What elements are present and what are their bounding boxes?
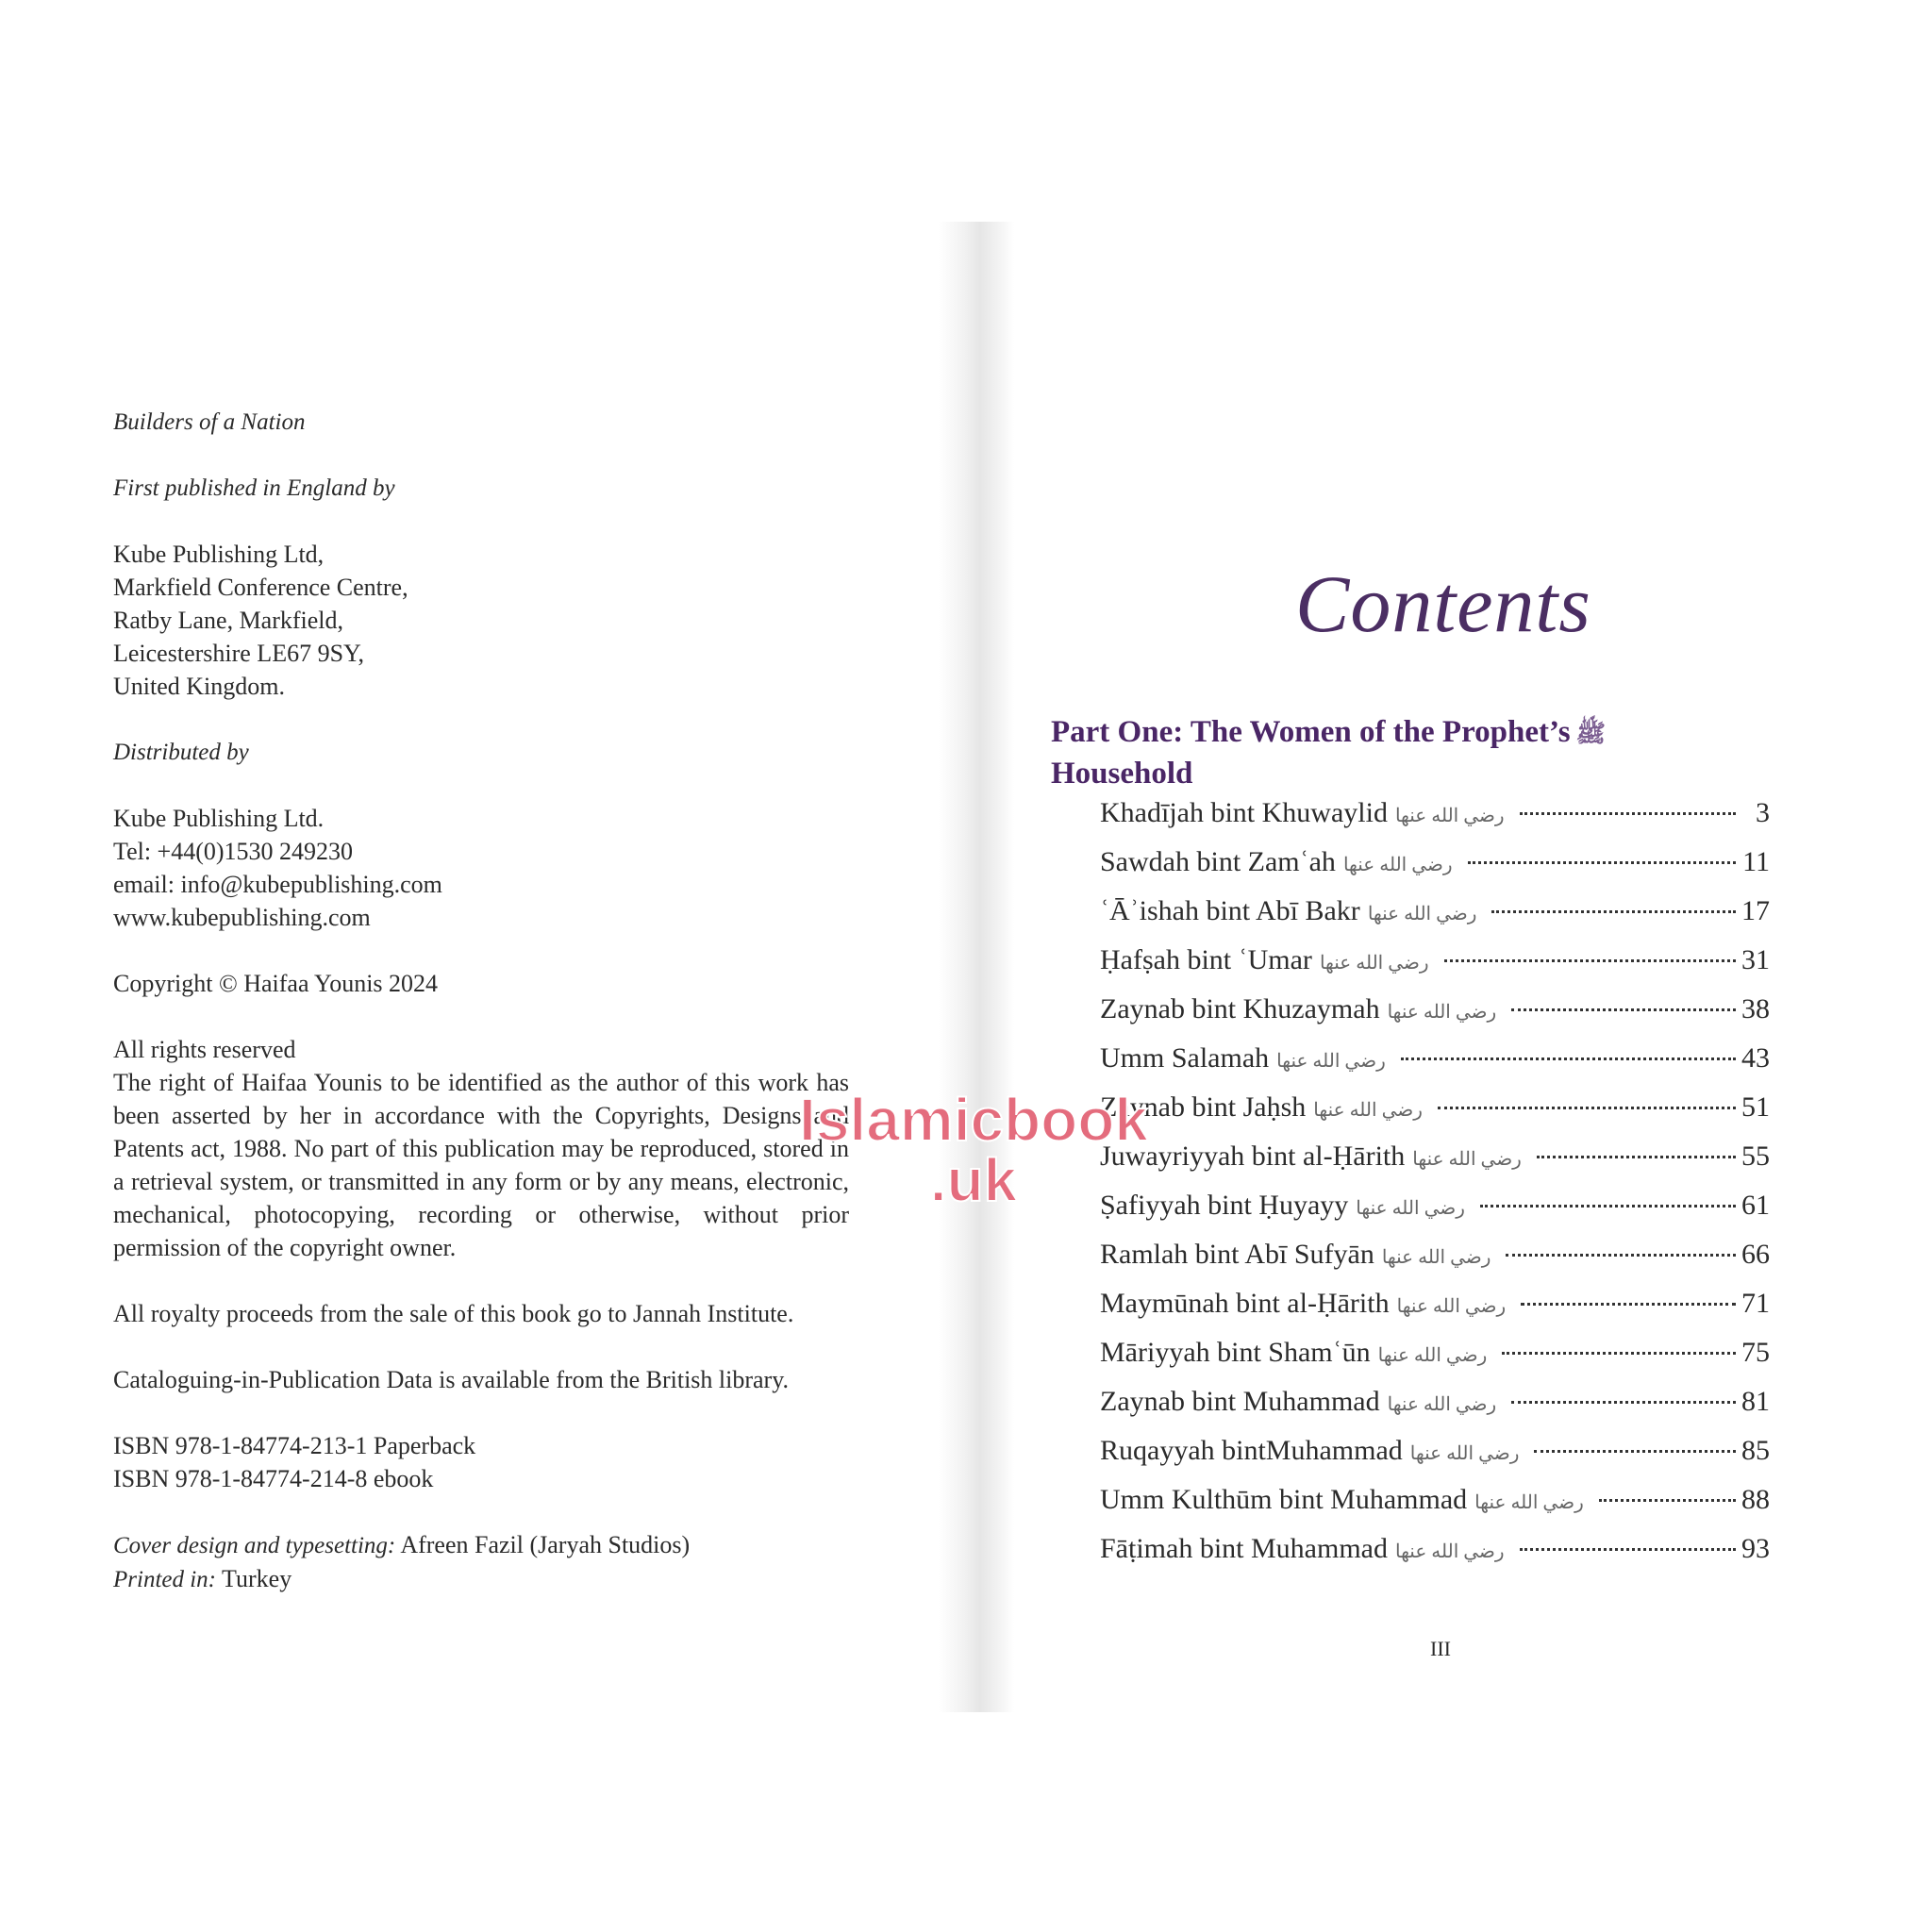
toc-entry-name: Khadījah bint Khuwaylid [1100, 797, 1388, 828]
dot-leader [1534, 1450, 1736, 1453]
toc-entry-page: 3 [1756, 797, 1770, 828]
honorific-icon: رضي الله عنها [1356, 1198, 1465, 1219]
page-number: III [1430, 1637, 1451, 1660]
toc-entry-name: Zaynab bint Khuzaymah [1100, 993, 1380, 1024]
dot-leader [1537, 1156, 1736, 1158]
watermark-line2: .uk [929, 1146, 1018, 1214]
honorific-icon: رضي الله عنها [1381, 1247, 1491, 1268]
toc-entry-name: Ḥafṣah bint ʿUmar [1100, 944, 1312, 975]
address-line: Markfield Conference Centre, [113, 574, 408, 601]
toc-entry-page: 31 [1741, 944, 1770, 975]
toc-entry [1100, 1190, 1770, 1239]
toc-entry-page: 66 [1741, 1239, 1770, 1270]
toc-entry [1100, 1288, 1770, 1337]
honorific-icon: رضي الله عنها [1409, 1443, 1520, 1464]
first-published-label: First published in England by [113, 475, 395, 501]
isbn-paperback: ISBN 978-1-84774-213-1 Paperback [113, 1432, 476, 1459]
toc-entry-page: 55 [1741, 1141, 1770, 1172]
toc-entry-page: 85 [1741, 1435, 1770, 1466]
toc-entry-name: Sawdah bint Zamʿah [1100, 846, 1336, 877]
toc-entry-name: Zaynab bint Jaḥsh [1100, 1091, 1307, 1123]
toc-entry-name: Fāṭimah bint Muhammad [1100, 1533, 1388, 1564]
honorific-icon: رضي الله عنها [1377, 1345, 1488, 1366]
contents-heading: Contents [1295, 558, 1591, 649]
toc-entry-name: Umm Salamah [1100, 1042, 1270, 1074]
toc-entry-page: 71 [1741, 1288, 1770, 1319]
dot-leader [1491, 910, 1736, 913]
toc-entry-name: Ṣafiyyah bint Ḥuyayy [1100, 1190, 1349, 1221]
toc-entry-page: 11 [1742, 846, 1770, 877]
cover-design-label: Cover design and typesetting: [113, 1533, 396, 1558]
toc-entry-page: 88 [1741, 1484, 1770, 1515]
book-spread [0, 222, 1932, 1712]
dot-leader [1511, 1401, 1736, 1404]
honorific-icon: رضي الله عنها [1319, 953, 1429, 974]
honorific-icon: رضي الله عنها [1396, 1296, 1507, 1317]
credits-block [113, 1528, 849, 1596]
toc-list [1100, 797, 1770, 1582]
toc-entry [1100, 1239, 1770, 1288]
dot-leader [1511, 1008, 1736, 1011]
toc-entry-name: Māriyyah bint Shamʿūn [1100, 1337, 1371, 1368]
honorific-icon: رضي الله عنها [1367, 904, 1477, 924]
toc-entry [1100, 993, 1770, 1042]
toc-entry-name: Maymūnah bint al-Ḥārith [1100, 1288, 1390, 1319]
book-gutter [939, 222, 1014, 1712]
honorific-icon: رضي الله عنها [1387, 1002, 1497, 1023]
honorific-icon: رضي الله عنها [1313, 1100, 1423, 1121]
distributor-website: www.kubepublishing.com [113, 904, 371, 931]
honorific-icon: رضي الله عنها [1394, 1541, 1505, 1562]
honorific-icon: رضي الله عنها [1474, 1492, 1584, 1513]
toc-entry-page: 51 [1741, 1091, 1770, 1123]
toc-entry-page: 17 [1741, 895, 1770, 926]
toc-entry-page: 81 [1741, 1386, 1770, 1417]
toc-entry-name: Ruqayyah bintMuhammad [1100, 1435, 1403, 1466]
address-line: Leicestershire LE67 9SY, [113, 640, 364, 667]
toc-entry-name: Umm Kulthūm bint Muhammad [1100, 1484, 1468, 1515]
toc-entry [1100, 1337, 1770, 1386]
cover-design-value: Afreen Fazil (Jaryah Studios) [400, 1531, 691, 1558]
dot-leader [1468, 861, 1736, 864]
part-one-title [1051, 712, 1787, 793]
book-title-line: Builders of a Nation [113, 409, 306, 435]
part-title-line2: Household [1051, 757, 1193, 791]
toc-entry [1100, 1141, 1770, 1190]
toc-entry-page: 93 [1741, 1533, 1770, 1564]
address-line: United Kingdom. [113, 673, 285, 700]
distributor-details [113, 802, 849, 934]
dot-leader [1480, 1205, 1736, 1208]
part-title-line1: Part One: The Women of the Prophet’s [1051, 715, 1571, 749]
toc-entry-name: Juwayriyyah bint al-Ḥārith [1100, 1141, 1406, 1172]
rights-block [113, 1033, 849, 1264]
honorific-icon: رضي الله عنها [1276, 1051, 1386, 1072]
printed-in-value: Turkey [222, 1565, 292, 1592]
dot-leader [1506, 1254, 1736, 1257]
toc-entry-page: 38 [1741, 993, 1770, 1024]
toc-entry-name: Zaynab bint Muhammad [1100, 1386, 1380, 1417]
toc-entry [1100, 1533, 1770, 1582]
rights-heading: All rights reserved [113, 1036, 296, 1063]
dot-leader [1520, 1548, 1736, 1551]
address-line: Kube Publishing Ltd, [113, 541, 325, 568]
dot-leader [1444, 959, 1736, 962]
rights-text: The right of Haifaa Younis to be identified as the author of this work has been asserted by her in accordance with the Copyrights, Designs and Patents act, 1988. No part of this publication may be reproduced, stored in a retrieval system, or transmitted in any form or by any means, electronic, mechanical, photocopying, recording or otherwise, without prior permission of the copyright owner. [113, 1069, 849, 1261]
distributor-email: email: info@kubepublishing.com [113, 871, 442, 898]
dot-leader [1521, 1303, 1736, 1306]
printed-in-label: Printed in: [113, 1567, 217, 1592]
toc-entry [1100, 797, 1770, 846]
toc-entry [1100, 895, 1770, 944]
toc-entry-page: 75 [1741, 1337, 1770, 1368]
honorific-icon: ﷺ [1575, 720, 1606, 747]
copyright-notice: Copyright © Haifaa Younis 2024 [113, 970, 439, 997]
honorific-icon: رضي الله عنها [1412, 1149, 1522, 1170]
toc-entry [1100, 1091, 1770, 1141]
honorific-icon: رضي الله عنها [1394, 806, 1505, 826]
dot-leader [1502, 1352, 1736, 1355]
isbn-ebook: ISBN 978-1-84774-214-8 ebook [113, 1465, 434, 1492]
distributor-name: Kube Publishing Ltd. [113, 805, 325, 832]
toc-entry-name: ʿĀʾishah bint Abī Bakr [1100, 895, 1360, 926]
toc-entry [1100, 1386, 1770, 1435]
watermark-line1: Islamicbook [799, 1086, 1148, 1154]
distributed-by-label: Distributed by [113, 740, 249, 765]
dot-leader [1599, 1499, 1736, 1502]
distributor-phone: Tel: +44(0)1530 249230 [113, 838, 354, 865]
royalty-note: All royalty proceeds from the sale of this book go to Jannah Institute. [113, 1300, 794, 1327]
isbn-block [113, 1429, 849, 1495]
honorific-icon: رضي الله عنها [1342, 855, 1453, 875]
dot-leader [1520, 812, 1736, 815]
toc-entry [1100, 944, 1770, 993]
toc-entry [1100, 1484, 1770, 1533]
publisher-address [113, 538, 849, 703]
dot-leader [1438, 1107, 1736, 1109]
cataloguing-note: Cataloguing-in-Publication Data is available from the British library. [113, 1366, 790, 1393]
toc-entry [1100, 1042, 1770, 1091]
toc-entry-page: 43 [1741, 1042, 1770, 1074]
honorific-icon: رضي الله عنها [1387, 1394, 1497, 1415]
toc-entry [1100, 846, 1770, 895]
copyright-page [113, 406, 849, 1629]
toc-entry [1100, 1435, 1770, 1484]
toc-entry-page: 61 [1741, 1190, 1770, 1221]
dot-leader [1401, 1058, 1736, 1060]
toc-entry-name: Ramlah bint Abī Sufyān [1100, 1239, 1374, 1270]
address-line: Ratby Lane, Markfield, [113, 607, 344, 634]
